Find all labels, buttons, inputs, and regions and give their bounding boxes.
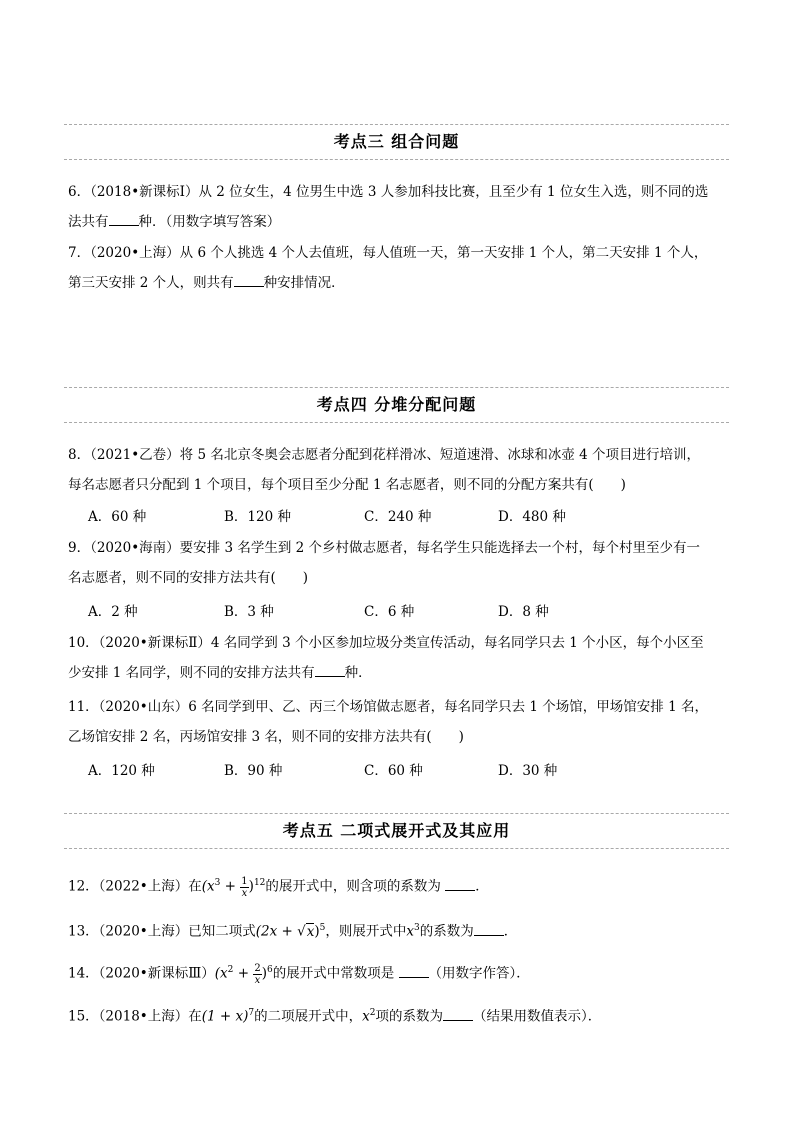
question-11 xyxy=(68,692,728,752)
question-6 xyxy=(68,177,728,237)
fraction xyxy=(240,876,248,899)
question-text: 6．（2018•新课标Ⅰ）从 2 位女生，4 位男生中选 3 人参加科技比赛，且至少有 1 位女生入选，则不同的选 xyxy=(68,184,709,200)
answer-blank xyxy=(234,272,264,287)
question-text xyxy=(68,207,728,237)
option-c: C．240 种 xyxy=(364,509,432,525)
math-operator: + xyxy=(233,965,254,982)
section-header-5 xyxy=(64,813,729,849)
section-header-3 xyxy=(64,124,729,160)
question-text xyxy=(68,913,728,947)
question-15 xyxy=(68,998,728,1032)
text-span: 种． xyxy=(344,665,372,681)
section-title: 考点四 分堆分配问题 xyxy=(316,395,477,414)
exponent: 5 xyxy=(319,923,326,933)
option-a: A．60 种 xyxy=(88,509,147,525)
answer-blank xyxy=(445,876,475,891)
question-text xyxy=(68,955,728,989)
question-14 xyxy=(68,955,728,989)
fraction-numerator: 1 xyxy=(241,875,248,887)
question-text: 11．（2020•山东）6 名同学到甲、乙、丙三个场馆做志愿者，每名同学只去 1 个场馆，甲场馆安排 1 名， xyxy=(68,699,708,715)
text-span: 的二项展开式中， xyxy=(254,1008,363,1025)
question-11-options xyxy=(88,757,688,785)
math-expr: (x xyxy=(201,878,215,895)
math-expr: ) xyxy=(248,878,254,895)
question-13 xyxy=(68,913,728,947)
question-text: 乙场馆安排 2 名，丙场馆安排 3 名，则不同的安排方法共有( ) xyxy=(68,729,464,745)
math-expr: (2x + xyxy=(255,923,298,940)
question-9-options xyxy=(88,598,688,626)
math-expr: (1 + x) xyxy=(201,1008,249,1025)
text-span: 15．（2018•上海）在 xyxy=(68,1008,202,1025)
text-span: 第三天安排 2 个人，则共有 xyxy=(68,275,234,291)
fraction-numerator: 2 xyxy=(254,962,261,974)
text-span: 的展开式中常数项是 xyxy=(272,965,395,982)
section-title: 考点三 组合问题 xyxy=(333,132,460,151)
math-expr: ) xyxy=(314,923,320,940)
math-expr: (x xyxy=(214,965,228,982)
text-span: 14．（2020•新课标Ⅲ） xyxy=(68,965,215,982)
text-span: ，则展开式中 xyxy=(325,923,407,940)
question-8-options xyxy=(88,503,688,531)
math-expr: ) xyxy=(261,965,267,982)
answer-blank xyxy=(443,1006,473,1021)
question-text xyxy=(68,868,728,902)
option-b: B．90 种 xyxy=(224,763,283,779)
fraction-denominator: x xyxy=(241,887,248,899)
text-span: （用数字作答）． xyxy=(428,965,530,982)
text-span: 的展开式中，则含项的系数为 xyxy=(265,878,441,895)
option-d: D．480 种 xyxy=(498,509,566,525)
question-text: 7．（2020•上海）从 6 个人挑选 4 个人去值班，每人值班一天，第一天安排 1 个人，第二天安排 1 个人， xyxy=(68,245,708,261)
math-variable: x xyxy=(406,923,414,940)
question-text: 9．（2020•海南）要安排 3 名学生到 2 个乡村做志愿者，每名学生只能选择去一个村，每个村里至少有一 xyxy=(68,540,701,556)
exponent: 12 xyxy=(253,878,266,888)
question-8 xyxy=(68,440,728,500)
text-span: 种安排情况． xyxy=(263,275,345,291)
option-a: A．120 种 xyxy=(88,763,155,779)
section-header-4 xyxy=(64,387,729,423)
text-span: 的系数为 xyxy=(419,923,474,940)
sqrt-symbol: √ xyxy=(297,923,306,940)
section-title: 考点五 二项式展开式及其应用 xyxy=(282,821,511,840)
question-text: 8．（2021•乙卷）将 5 名北京冬奥会志愿者分配到花样滑冰、短道速滑、冰球和冰壶 4 个项目进行培训， xyxy=(68,447,701,463)
option-d: D．30 种 xyxy=(498,763,558,779)
option-d: D．8 种 xyxy=(498,604,549,620)
question-12 xyxy=(68,868,728,902)
question-text: 每名志愿者只分配到 1 个项目，每个项目至少分配 1 名志愿者，则不同的分配方案共有( ) xyxy=(68,477,626,493)
text-span: 13．（2020•上海）已知二项式 xyxy=(68,923,256,940)
option-c: C．60 种 xyxy=(364,763,423,779)
exponent: 2 xyxy=(227,965,234,975)
question-text: 10．（2020•新课标Ⅱ）4 名同学到 3 个小区参加垃圾分类宣传活动，每名同学只去 1 个小区，每个小区至 xyxy=(68,635,704,651)
question-text xyxy=(68,268,728,298)
question-text: 名志愿者，则不同的安排方法共有( ) xyxy=(68,570,309,586)
text-span: 少安排 1 名同学，则不同的安排方法共有 xyxy=(68,665,315,681)
answer-blank xyxy=(474,921,504,936)
option-c: C．6 种 xyxy=(364,604,415,620)
section-divider xyxy=(64,422,729,423)
exponent: 7 xyxy=(248,1008,255,1018)
exponent: 2 xyxy=(369,1008,376,1018)
question-text xyxy=(68,658,728,688)
option-a: A．2 种 xyxy=(88,604,138,620)
question-7 xyxy=(68,238,728,298)
exponent: 6 xyxy=(266,965,273,975)
text-span: ． xyxy=(503,923,518,940)
text-span: 12．（2022•上海）在 xyxy=(68,878,202,895)
question-10 xyxy=(68,628,728,688)
answer-blank xyxy=(399,963,429,978)
answer-blank xyxy=(315,662,345,677)
text-span: ． xyxy=(475,878,489,895)
math-operator: + xyxy=(220,878,241,895)
section-divider xyxy=(64,848,729,849)
fraction xyxy=(253,963,261,986)
text-span: 法共有 xyxy=(68,214,109,230)
exponent: 3 xyxy=(414,923,420,933)
question-9 xyxy=(68,533,728,593)
text-span: （结果用数值表示）． xyxy=(472,1008,602,1025)
fraction-denominator: x xyxy=(254,974,261,986)
question-text xyxy=(68,998,728,1032)
text-span: 种．（用数字填写答案） xyxy=(138,214,281,230)
text-span: 项的系数为 xyxy=(375,1008,443,1025)
section-divider xyxy=(64,159,729,160)
exponent: 3 xyxy=(214,878,221,888)
option-b: B．120 种 xyxy=(224,509,291,525)
sqrt-argument: x xyxy=(306,923,315,940)
option-b: B．3 种 xyxy=(224,604,274,620)
math-variable: x xyxy=(362,1008,370,1025)
answer-blank xyxy=(109,211,139,226)
